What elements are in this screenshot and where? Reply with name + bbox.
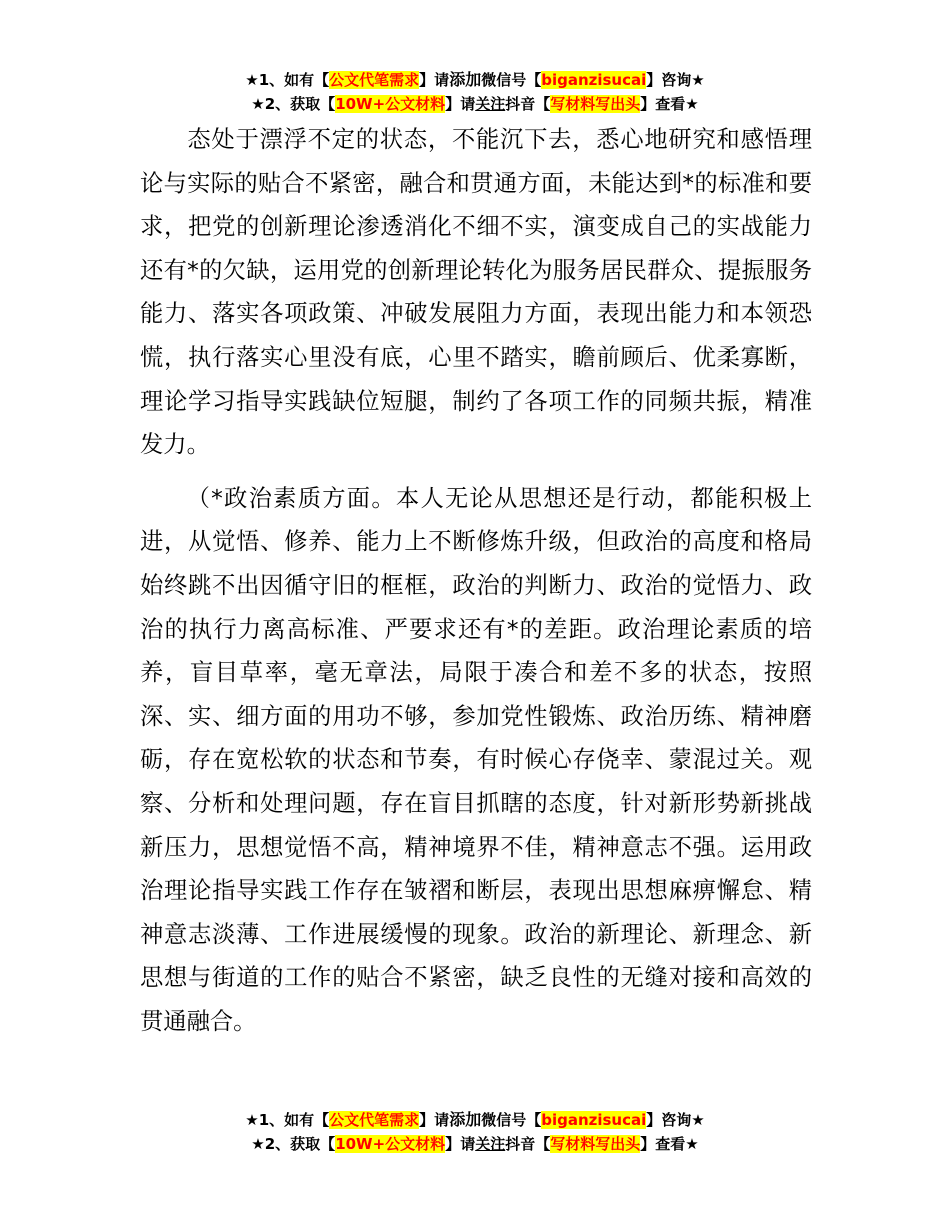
highlight-douyin: 写材料写出头	[550, 1135, 641, 1153]
highlight-service: 公文代笔需求	[329, 1111, 420, 1129]
banner-emphasis: 添加	[449, 1110, 482, 1129]
paragraph-2: （*政治素质方面。本人无论从思想还是行动，都能积极上进，从觉悟、修养、能力上不断修炼升级，但政治的高度和格局始终跳不出因循守旧的框框，政治的判断力、政治的觉悟力、政治的执行力离高标准、严要求还有*的差距。政治理论素质的培养，盲目草率，毫无章法，局限于凑合和差不多的状态，按照深、实、细方面的用功不够，参加党性锻炼、政治历练、精神磨砺，存在宽松软的状态和节奏，有时候心存侥幸、蒙混过关。观察、分析和处理问题，存在盲目抓瞎的态度，针对新形势新挑战新压力，思想觉悟不高，精神境界不佳，精神意志不强。运用政治理论指导实践工作存在皱褶和断层，表现出思想麻痹懈怠、精神意志淡薄、工作进展缓慢的现象。政治的新理论、新理念、新思想与街道的工作的贴合不紧密，缺乏良性的无缝对接和高效的贯通融合。	[140, 484, 812, 1035]
footer-banner	[0, 1108, 950, 1156]
banner-text: 抖音【	[505, 95, 551, 113]
banner-line-2	[0, 92, 950, 116]
banner-line-1	[0, 1108, 950, 1132]
banner-text: ★1、如有【	[245, 71, 330, 89]
highlight-materials: 10W+公文材料	[335, 1135, 446, 1153]
paragraph-1	[140, 118, 812, 467]
banner-text: 】查看★	[640, 1135, 699, 1153]
banner-emphasis: 添加	[449, 70, 482, 89]
banner-text: 微信号【	[481, 1111, 542, 1129]
banner-text: 抖音【	[505, 1135, 551, 1153]
banner-text: 微信号【	[481, 71, 542, 89]
banner-line-1	[0, 68, 950, 92]
banner-text: 】咨询★	[646, 1111, 705, 1129]
highlight-materials: 10W+公文材料	[335, 95, 446, 113]
banner-text: ★2、获取【	[251, 95, 336, 113]
header-banner	[0, 68, 950, 116]
banner-text: 】查看★	[640, 95, 699, 113]
highlight-douyin: 写材料写出头	[550, 95, 641, 113]
highlight-wechat-id: biganzisucai	[541, 71, 647, 89]
banner-text: 】请	[445, 95, 476, 113]
banner-text: ★2、获取【	[251, 1135, 336, 1153]
banner-text: 】请	[419, 1111, 450, 1129]
banner-text: 】请	[419, 71, 450, 89]
banner-emphasis: 关注	[475, 1135, 506, 1153]
paragraph-1-text: 态处于漂浮不定的状态，不能沉下去，悉心地研究和感悟理论与实际的贴合不紧密，融合和贯通方面，未能达到*的标准和要求，把党的创新理论渗透消化不细不实，演变成自己的实战能力还有*的欠缺，运用党的创新理论转化为服务居民群众、提振服务能力、落实各项政策、冲破发展阻力方面，表现出能力和本领恐慌，执行落实心里没有底，心里不踏实，瞻前顾后、优柔寡断，理论学习指导实践缺位短腿，制约了各项工作的同频共振，精准发力。	[140, 126, 812, 459]
banner-text: 】咨询★	[646, 71, 705, 89]
banner-text: ★1、如有【	[245, 1111, 330, 1129]
highlight-wechat-id: biganzisucai	[541, 1111, 647, 1129]
banner-line-2	[0, 1132, 950, 1156]
highlight-service: 公文代笔需求	[329, 71, 420, 89]
document-body	[140, 118, 812, 1043]
banner-text: 】请	[445, 1135, 476, 1153]
banner-emphasis: 关注	[475, 95, 506, 113]
